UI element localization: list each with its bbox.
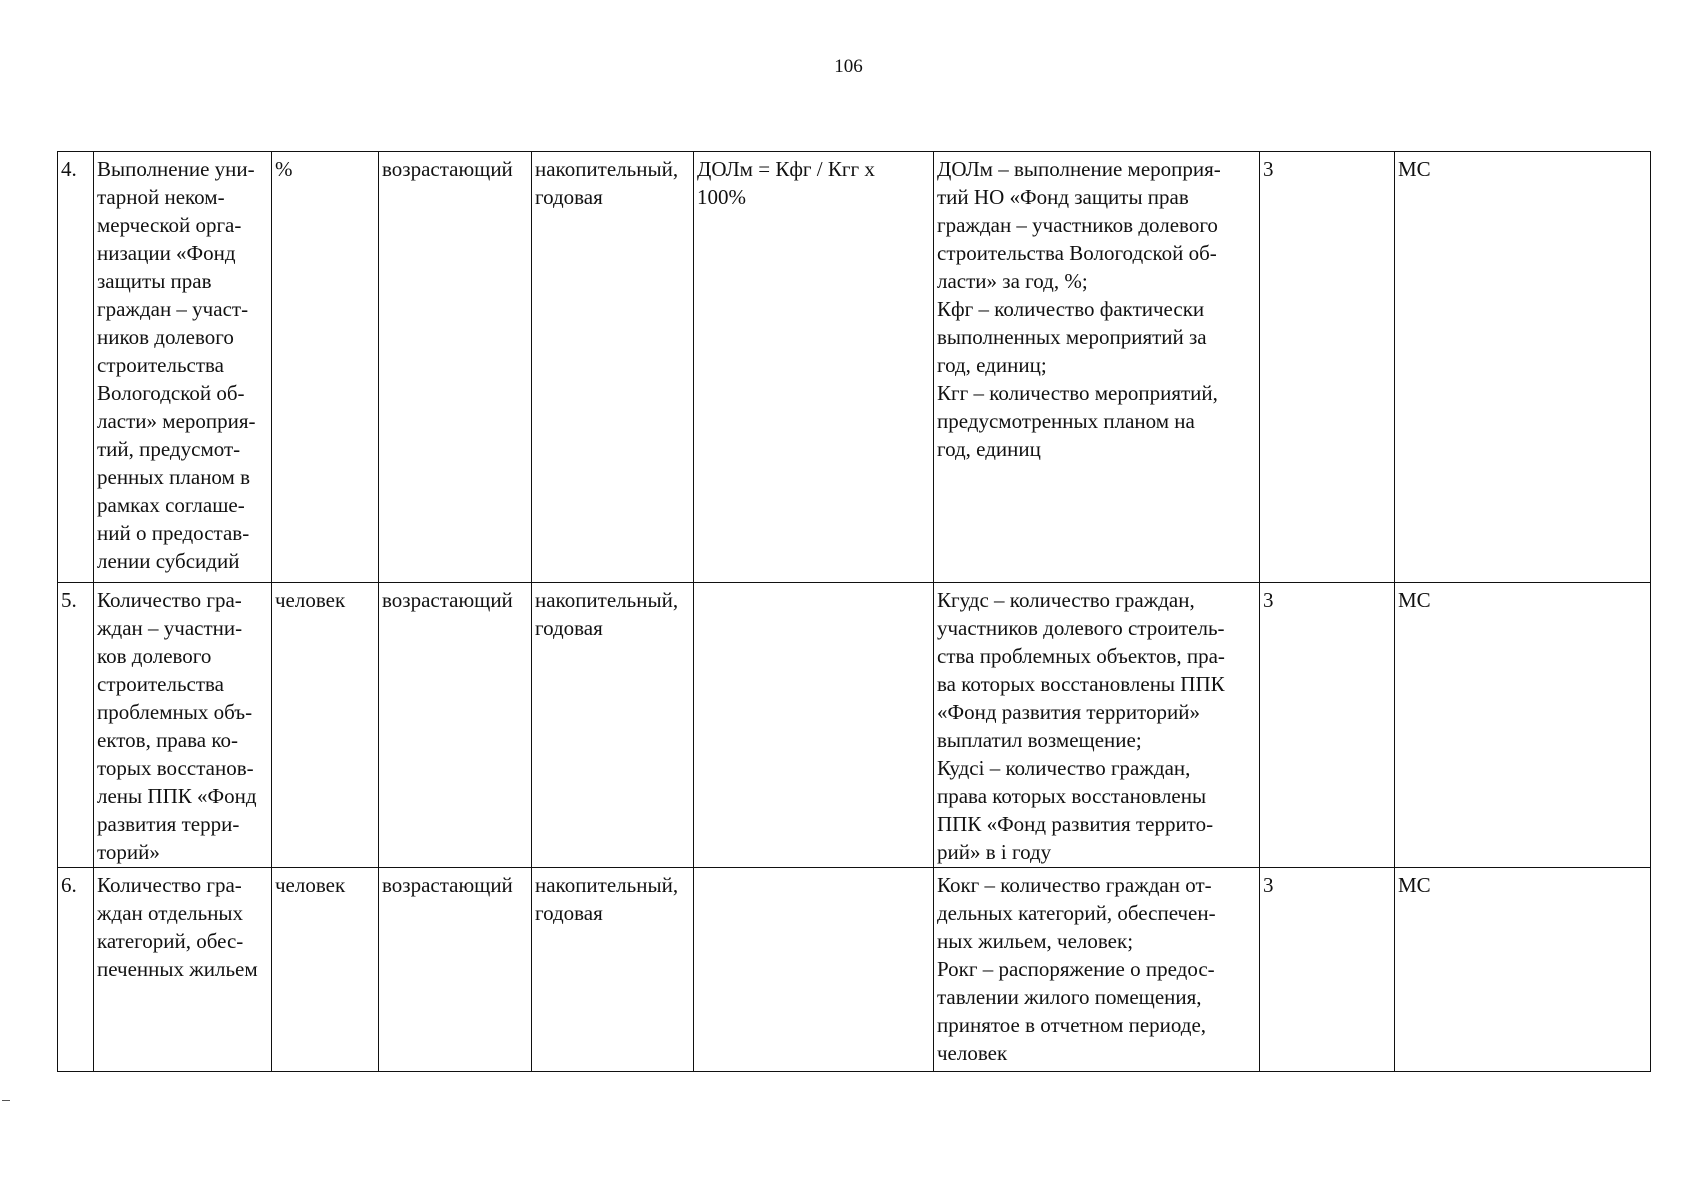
indicators-table-container bbox=[57, 151, 1650, 1072]
table-row bbox=[58, 152, 1651, 583]
data-source: МС bbox=[1395, 868, 1651, 1072]
row-number: 4. bbox=[58, 152, 94, 583]
indicators-table bbox=[57, 151, 1651, 1072]
formula bbox=[694, 583, 934, 868]
direction: возрастающий bbox=[379, 583, 532, 868]
formula-description: Кокг – количество граждан от- дельных категорий, обеспечен- ных жильем, человек; Рокг – распоряжение о предос- тавлении жилого помещения, принятое в отчетном периоде, человек bbox=[934, 868, 1260, 1072]
indicator-type: накопительный, годовая bbox=[532, 152, 694, 583]
row-number: 5. bbox=[58, 583, 94, 868]
table-row bbox=[58, 868, 1651, 1072]
page-number: 106 bbox=[834, 56, 863, 77]
indicator-name: Количество гра- ждан отдельных категорий, обес- печенных жильем bbox=[94, 868, 272, 1072]
formula-description: Кгудс – количество граждан, участников долевого строитель- ства проблемных объектов, пра- ва которых восстановлены ППК «Фонд развития территорий» выплатил возмещение; Кудсi – количество граждан, права которых восстановлены ППК «Фонд развития террито- рий» в i году bbox=[934, 583, 1260, 868]
indicator-type: накопительный, годовая bbox=[532, 868, 694, 1072]
indicator-type: накопительный, годовая bbox=[532, 583, 694, 868]
method-code: 3 bbox=[1260, 868, 1395, 1072]
method-code: 3 bbox=[1260, 152, 1395, 583]
formula: ДОЛм = Кфг / Кгг х 100% bbox=[694, 152, 934, 583]
data-source: МС bbox=[1395, 152, 1651, 583]
formula bbox=[694, 868, 934, 1072]
formula-description: ДОЛм – выполнение мероприя- тий НО «Фонд защиты прав граждан – участников долевого строительства Вологодской об- ласти» за год, %; Кфг – количество фактически выполненных мероприятий за год, единиц; Кгг – количество мероприятий, предусмотренных планом на год, единиц bbox=[934, 152, 1260, 583]
binding-mark bbox=[2, 1100, 10, 1117]
unit: человек bbox=[272, 868, 379, 1072]
table-row bbox=[58, 583, 1651, 868]
indicator-name: Выполнение уни- тарной неком- мерческой орга- низации «Фонд защиты прав граждан – участ- ников долевого строительства Вологодской об- ласти» мероприя- тий, предусмот- ренных планом в рамках соглаше- ний о предостав- лении субсидий bbox=[94, 152, 272, 583]
indicator-name: Количество гра- ждан – участни- ков долевого строительства проблемных объ- ектов, права ко- торых восстанов- лены ППК «Фонд развития терри- торий» bbox=[94, 583, 272, 868]
data-source: МС bbox=[1395, 583, 1651, 868]
direction: возрастающий bbox=[379, 152, 532, 583]
unit: % bbox=[272, 152, 379, 583]
unit: человек bbox=[272, 583, 379, 868]
row-number: 6. bbox=[58, 868, 94, 1072]
method-code: 3 bbox=[1260, 583, 1395, 868]
direction: возрастающий bbox=[379, 868, 532, 1072]
